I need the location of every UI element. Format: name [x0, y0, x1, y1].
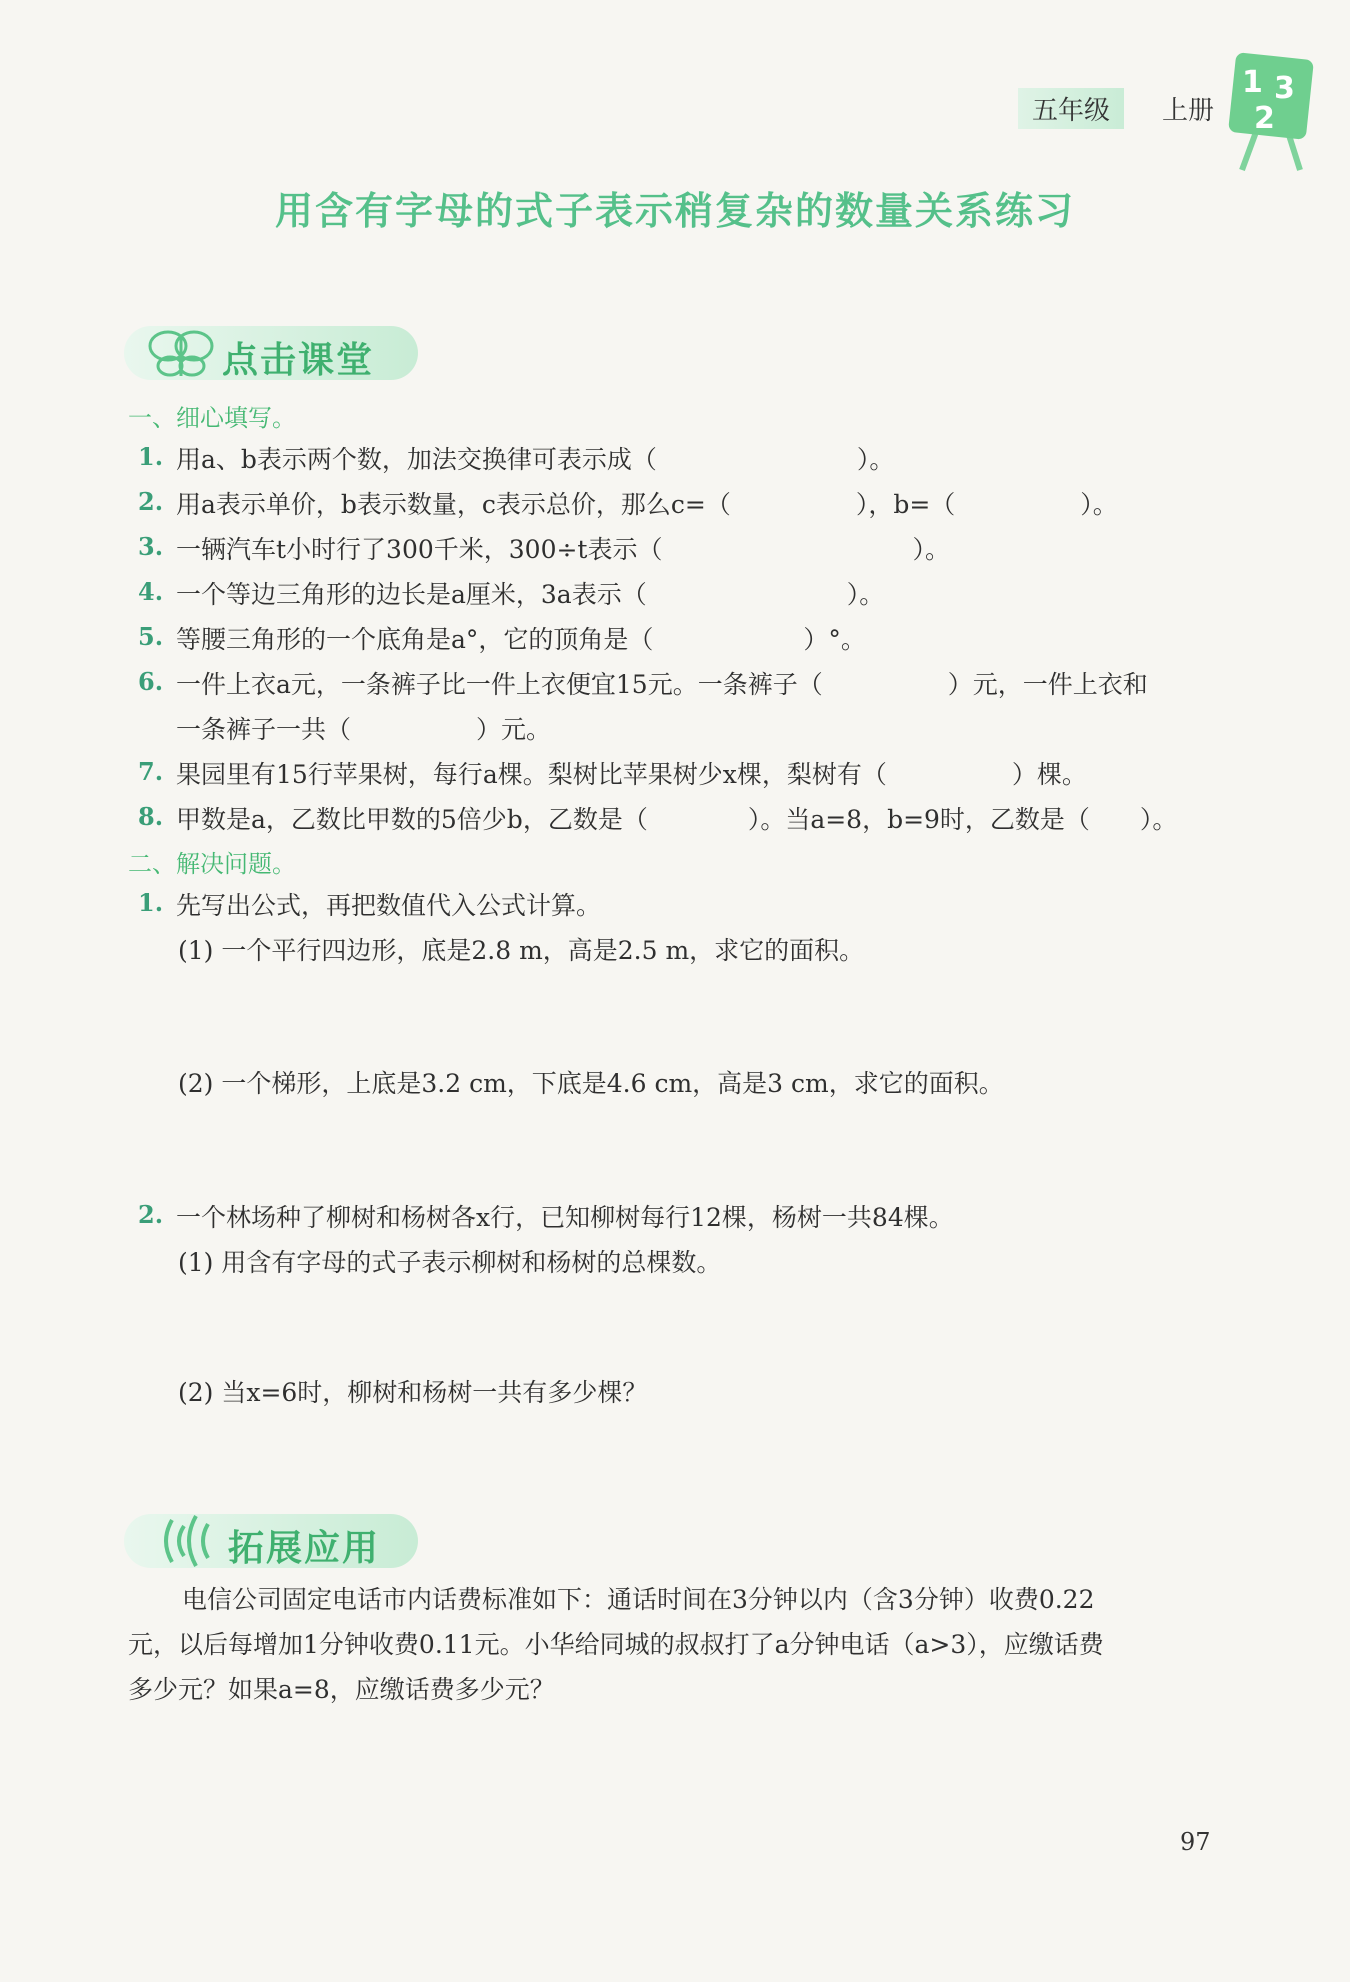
item-8-number: 8. [138, 802, 164, 831]
item-7-number: 7. [138, 757, 164, 786]
grade-label: 五年级 [1018, 88, 1124, 129]
badge-digit-3: 3 [1274, 71, 1295, 106]
butterfly-icon [146, 322, 216, 382]
item-6-text: 一件上衣a元，一条裤子比一件上衣便宜15元。一条裤子（ ）元，一件上衣和 [176, 670, 1148, 699]
page-title: 用含有字母的式子表示稍复杂的数量关系练习 [274, 189, 1075, 233]
item-1-number: 1. [138, 442, 164, 471]
volume-label: 上册 [1162, 96, 1215, 126]
problem-2-part-2: (2) 当x=6时，柳树和杨树一共有多少棵？ [178, 1378, 648, 1407]
extension-line-1: 电信公司固定电话市内话费标准如下：通话时间在3分钟以内（含3分钟）收费0.22 [182, 1585, 1095, 1614]
item-3-number: 3. [138, 532, 164, 561]
problem-1-part-1: (1) 一个平行四边形，底是2.8 m，高是2.5 m，求它的面积。 [178, 936, 865, 965]
item-6-text-continued: 一条裤子一共（ ）元。 [176, 715, 552, 744]
item-4-number: 4. [138, 577, 164, 606]
sound-wave-icon [158, 1512, 224, 1570]
item-7-text: 果园里有15行苹果树，每行a棵。梨树比苹果树少x棵，梨树有（ ）棵。 [176, 760, 1087, 789]
item-5-number: 5. [138, 622, 164, 651]
banner-title-extension: 拓展应用 [228, 1528, 381, 1569]
problem-1-part-2: (2) 一个梯形，上底是3.2 cm，下底是4.6 cm，高是3 cm，求它的面积。 [178, 1069, 1004, 1098]
item-2-text: 用a表示单价，b表示数量，c表示总价，那么c=（ ），b=（ ）。 [176, 490, 1118, 519]
item-3-text: 一辆汽车t小时行了300千米，300÷t表示（ ）。 [176, 535, 950, 564]
item-4-text: 一个等边三角形的边长是a厘米，3a表示（ ）。 [176, 580, 885, 609]
item-2-number: 2. [138, 487, 164, 516]
problem-2-number: 2. [138, 1200, 164, 1229]
item-5-text: 等腰三角形的一个底角是a°，它的顶角是（ ）°。 [176, 625, 866, 654]
badge-digit-1: 1 [1242, 65, 1263, 100]
item-1-text: 用a、b表示两个数，加法交换律可表示成（ ）。 [176, 445, 895, 474]
badge-digit-2: 2 [1254, 101, 1275, 136]
problem-2-text: 一个林场种了柳树和杨树各x行，已知柳树每行12棵，杨树一共84棵。 [176, 1203, 954, 1232]
blackboard-badge-icon [1228, 52, 1314, 172]
page-number: 97 [1180, 1828, 1211, 1856]
banner-title-classroom: 点击课堂 [222, 340, 375, 381]
part2-heading: 二、解决问题。 [128, 850, 296, 878]
extension-line-2: 元，以后每增加1分钟收费0.11元。小华给同城的叔叔打了a分钟电话（a>3），应缴话费 [128, 1630, 1104, 1659]
item-6-number: 6. [138, 667, 164, 696]
problem-2-part-1: (1) 用含有字母的式子表示柳树和杨树的总棵数。 [178, 1248, 722, 1277]
problem-1-text: 先写出公式，再把数值代入公式计算。 [176, 891, 602, 920]
part1-heading: 一、细心填写。 [128, 404, 296, 432]
item-8-text: 甲数是a，乙数比甲数的5倍少b，乙数是（ ）。当a=8，b=9时，乙数是（ ）。 [176, 805, 1178, 834]
problem-1-number: 1. [138, 888, 164, 917]
extension-line-3: 多少元？如果a=8，应缴话费多少元？ [128, 1675, 555, 1704]
